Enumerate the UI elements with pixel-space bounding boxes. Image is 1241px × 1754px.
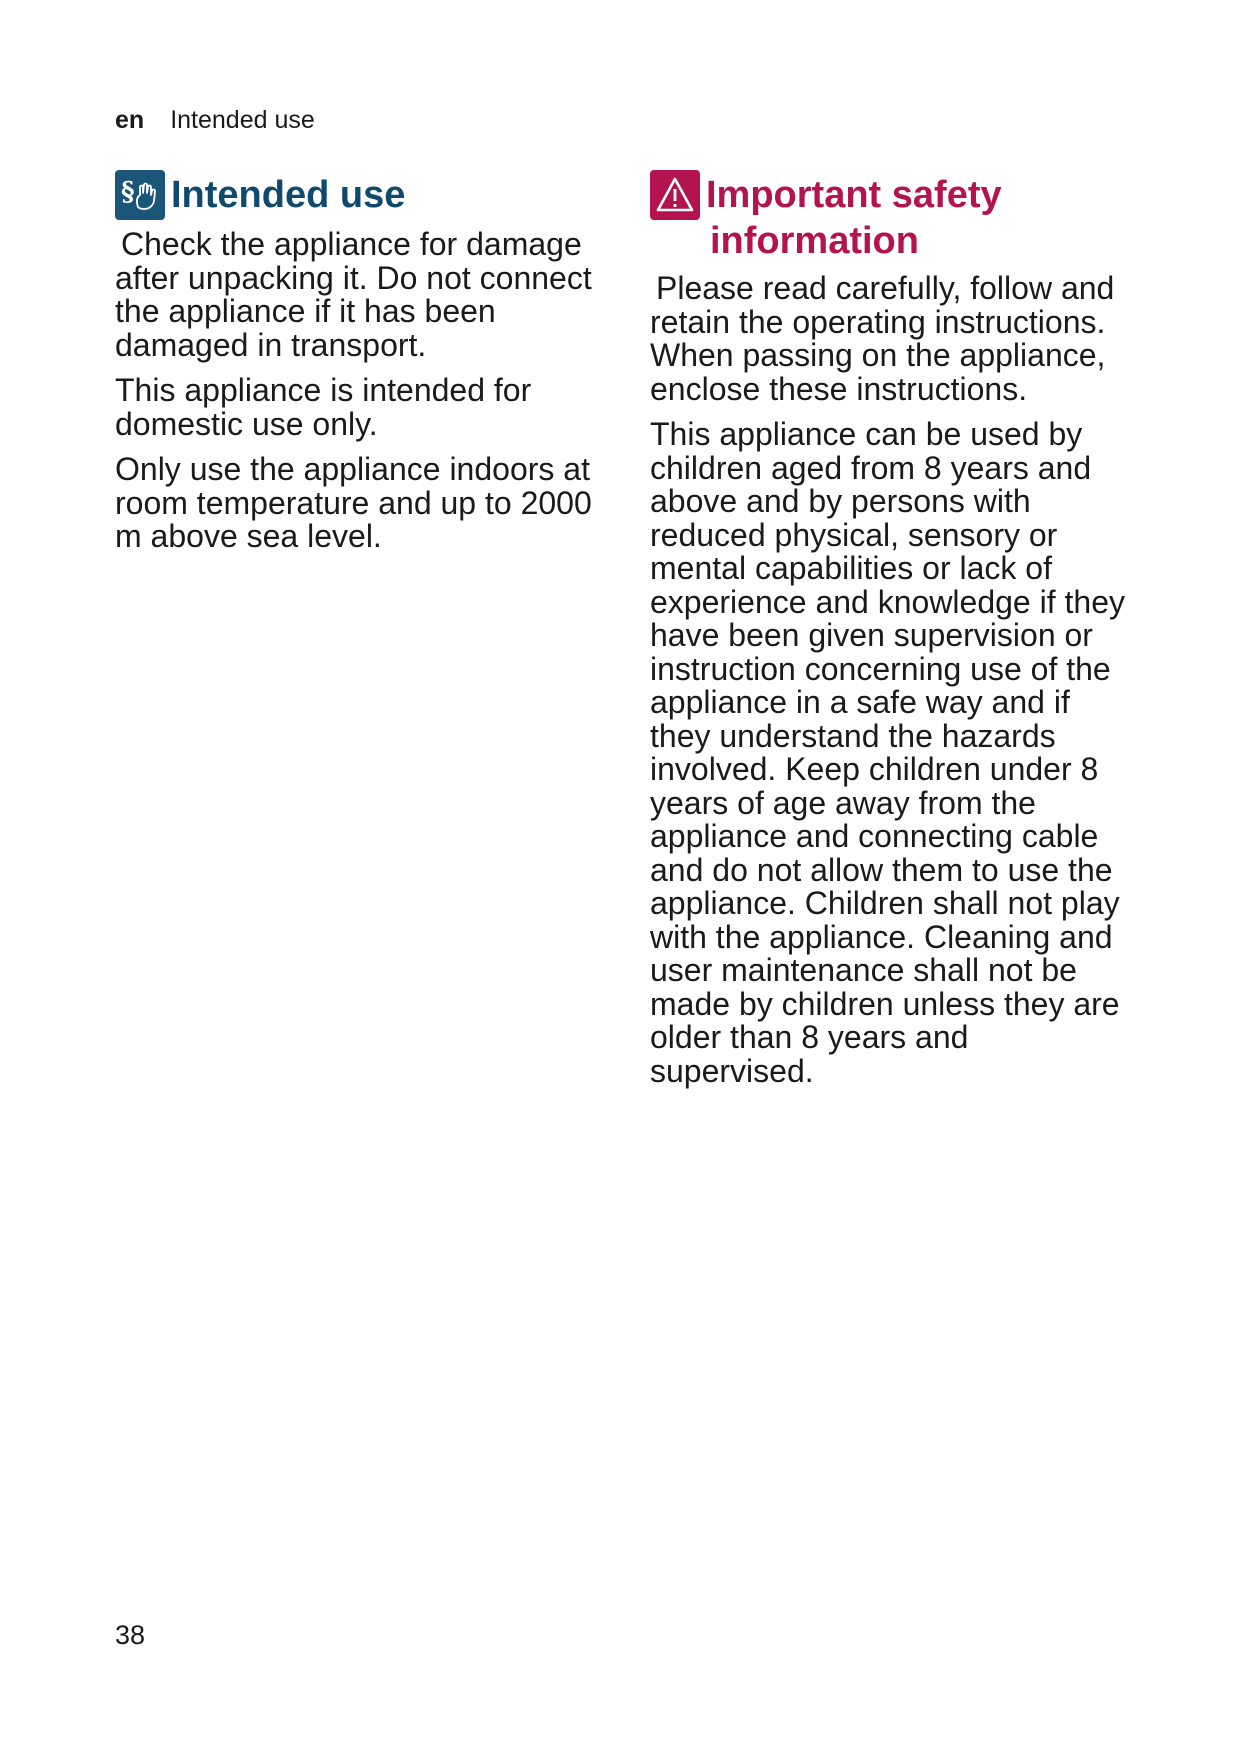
page-number: 38	[115, 1620, 146, 1650]
safety-paragraph-1: Please read carefully, follow and retain the operating instructions. When passing on the appliance, enclose these instructions.	[650, 270, 1115, 407]
intended-use-section	[115, 172, 605, 566]
intended-use-paragraph-2: This appliance is intended for domestic use only.	[115, 372, 532, 442]
page-header	[115, 106, 315, 135]
safety-paragraph-2: This appliance can be used by children aged from 8 years and above and by persons with reduced physical, sensory or mental capabilities or lack of experience and knowledge if they have been given supervision or instruction concerning use of the appliance in a safe way and if they understand the hazards involved. Keep children under 8 years of age away from the appliance and connecting cable and do not allow them to use the appliance. Children shall not play with the appliance. Cleaning and user maintenance shall not be made by children unless they are older than 8 years and supervised.	[650, 416, 1125, 1089]
language-code: en	[115, 106, 145, 134]
safety-title-line-1: Important safety	[706, 174, 1002, 216]
running-section-title: Intended use	[170, 106, 315, 134]
intended-use-paragraph-3: Only use the appliance indoors at room temperature and up to 2000 m above sea level.	[115, 451, 592, 554]
svg-text:§: §	[121, 177, 135, 207]
warning-triangle-icon	[650, 170, 700, 220]
intended-use-title: Intended use	[171, 174, 406, 216]
intended-use-paragraph-1: Check the appliance for damage after unpacking it. Do not connect the appliance if it has been damaged in transport.	[115, 226, 592, 363]
safety-title	[706, 172, 1002, 264]
safety-section	[650, 172, 1130, 1100]
paragraph-hand-icon	[115, 170, 165, 220]
safety-title-line-2: information	[710, 220, 919, 262]
intended-use-heading	[115, 172, 605, 220]
safety-heading	[650, 172, 1130, 264]
